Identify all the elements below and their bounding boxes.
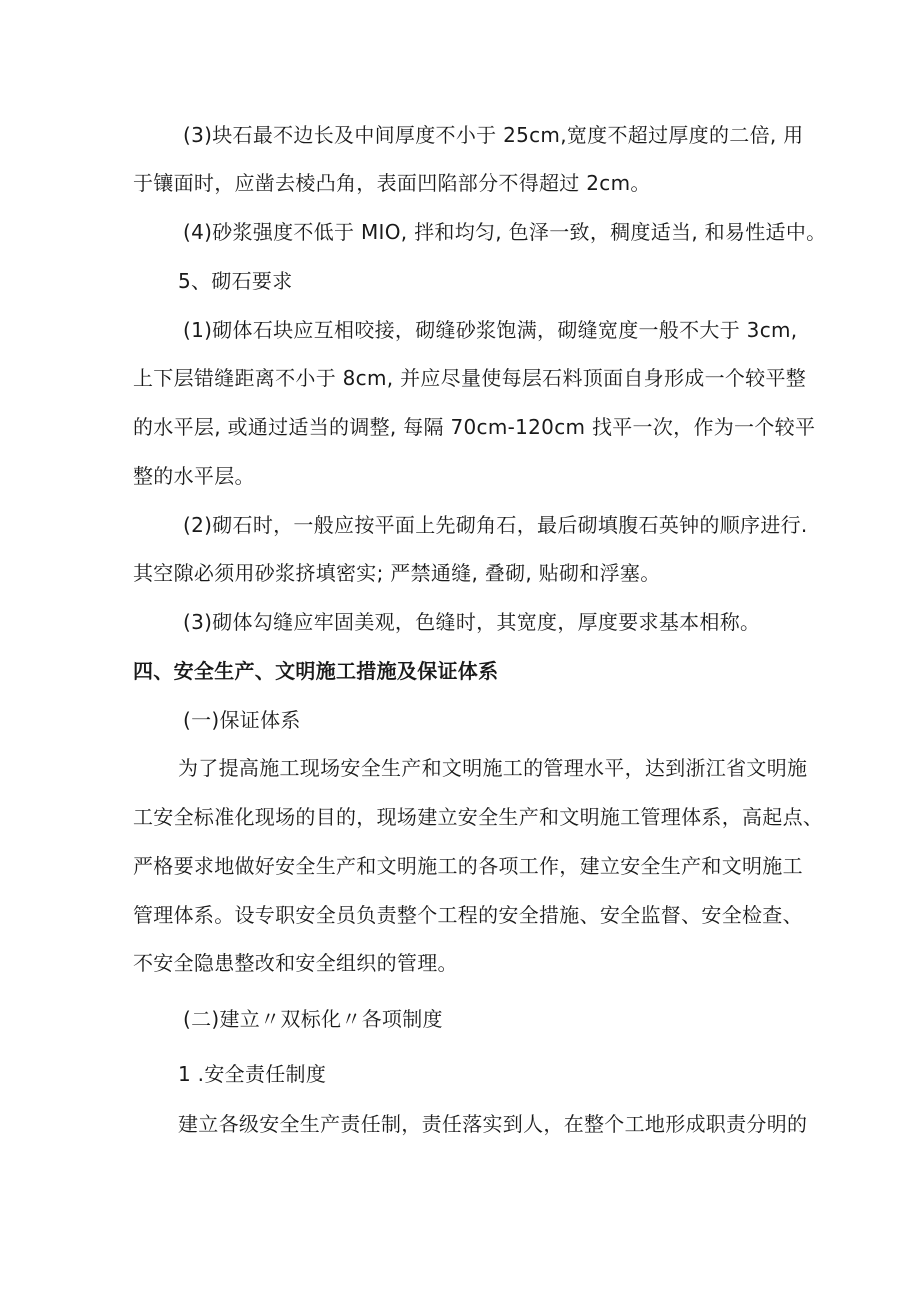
paragraph-line: 整的水平层。 (133, 464, 255, 488)
paragraph-line: 的水平层, 或通过适当的调整, 每隔 70cm-120cm 找平一次，作为一个较平 (133, 415, 816, 439)
section-subheading: (二)建立〃双标化〃各项制度 (183, 1007, 443, 1031)
section-subheading: (一)保证体系 (183, 708, 301, 732)
paragraph-line: 不安全隐患整改和安全组织的管理。 (133, 951, 458, 975)
paragraph-line: (4)砂浆强度不低于 MIO, 拌和均匀, 色泽一致，稠度适当, 和易性适中。 (183, 220, 827, 244)
paragraph-line: (2)砌石时，一般应按平面上先砌角石，最后砌填腹石英钟的顺序进行. (183, 513, 808, 537)
paragraph-line: (1)砌体石块应互相咬接，砌缝砂浆饱满，砌缝宽度一般不大于 3cm, (183, 318, 798, 342)
paragraph-line: 工安全标准化现场的目的，现场建立安全生产和文明施工管理体系，高起点、 (133, 805, 824, 829)
paragraph-line: 为了提高施工现场安全生产和文明施工的管理水平，达到浙江省文明施 (178, 756, 808, 780)
paragraph-line: 严格要求地做好安全生产和文明施工的各项工作，建立安全生产和文明施工 (133, 854, 803, 878)
paragraph-line: 管理体系。设专职安全员负责整个工程的安全措施、安全监督、安全检查、 (133, 903, 803, 927)
paragraph-line: 其空隙必须用砂浆挤填密实; 严禁通缝, 叠砌, 贴砌和浮塞。 (133, 561, 661, 585)
paragraph-line: (3)砌体勾缝应牢固美观，色缝时，其宽度，厚度要求基本相称。 (183, 610, 761, 634)
paragraph-line: (3)块石最不边长及中间厚度不小于 25cm,宽度不超过厚度的二倍, 用 (183, 123, 804, 147)
section-heading: 四、安全生产、文明施工措施及保证体系 (133, 659, 499, 683)
section-subheading: 5、砌石要求 (178, 269, 293, 293)
section-subheading: 1 .安全责任制度 (178, 1062, 327, 1086)
paragraph-line: 建立各级安全生产责任制，责任落实到人，在整个工地形成职责分明的 (178, 1112, 808, 1136)
paragraph-line: 上下层错缝距离不小于 8cm, 并应尽量使每层石料顶面自身形成一个较平整 (133, 366, 807, 390)
paragraph-line: 于镶面时，应凿去棱凸角，表面凹陷部分不得超过 2cm。 (133, 171, 651, 195)
